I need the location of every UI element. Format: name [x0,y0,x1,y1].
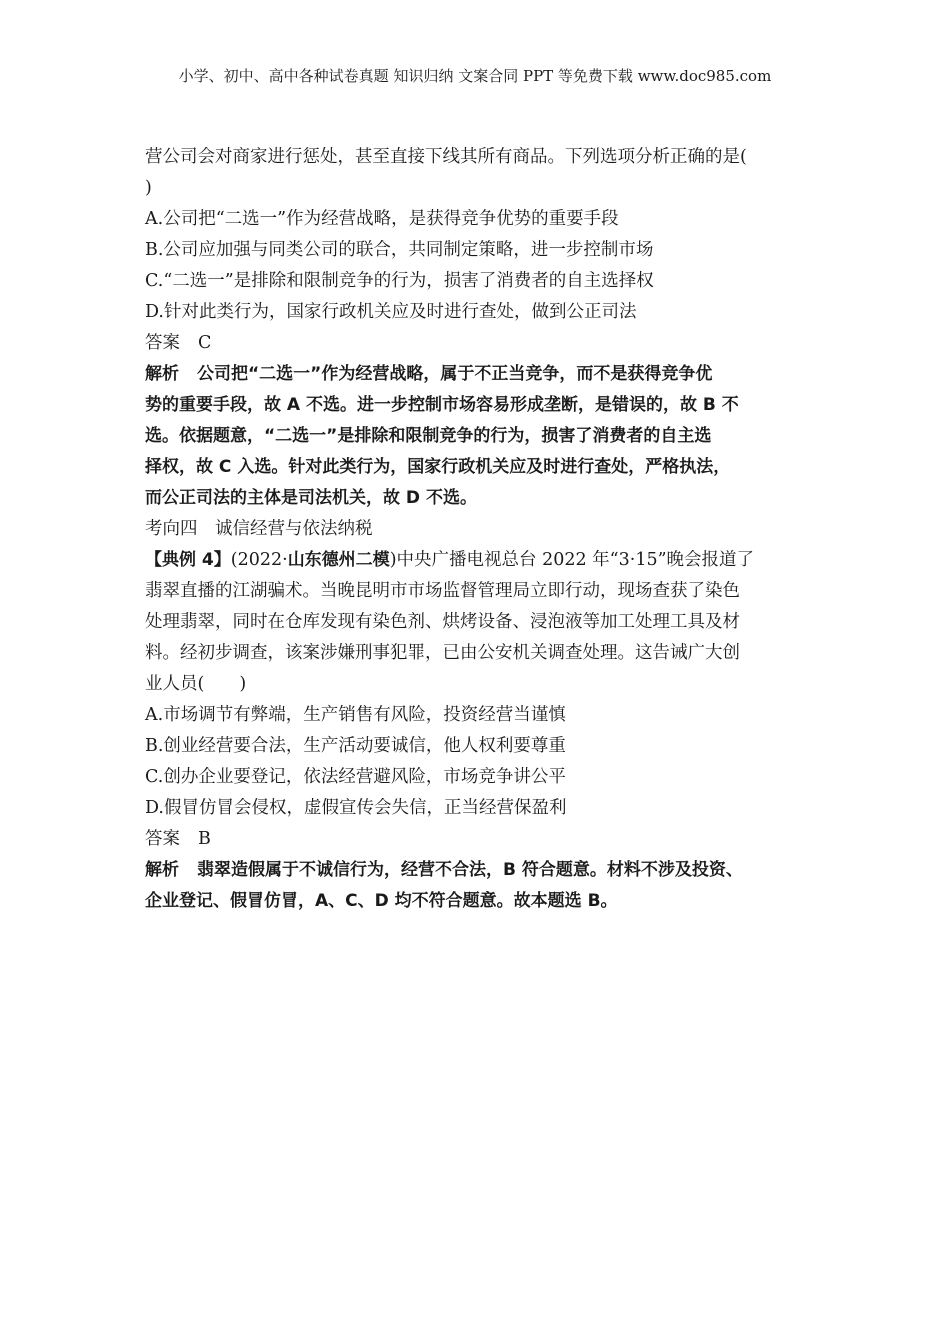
answer-line [145,824,815,855]
example-stem-line-2: 翡翠直播的江湖骗术。当晚昆明市市场监督管理局立即行动，现场查获了染色 [145,581,740,601]
example-stem-line-3: 处理翡翠，同时在仓库发现有染色剂、烘烤设备、浸泡液等加工处理工具及材 [145,612,740,632]
analysis-label: 解析 [145,860,179,880]
page-header: 小学、初中、高中各种试卷真题 知识归纳 文案合同 PPT 等免费下载 www.doc985.com [178,67,772,85]
analysis-line-5: 而公正司法的主体是司法机关，故 D 不选。 [145,488,477,508]
analysis-line-4: 择权，故 C 入选。针对此类行为，国家行政机关应及时进行查处，严格执法， [145,457,731,477]
option-a: A.公司把“二选一”作为经营战略，是获得竞争优势的重要手段 [145,209,619,229]
analysis-line-2: 企业登记、假冒仿冒，A、C、D 均不符合题意。故本题选 B。 [145,891,618,911]
option-d: D.针对此类行为，国家行政机关应及时进行查处，做到公正司法 [145,302,637,322]
example-stem-line-5: 业人员( ) [145,674,247,694]
answer-value: C [198,333,212,353]
example-stem-line-1 [145,545,815,576]
example-stem-line-4: 料。经初步调查，该案涉嫌刑事犯罪，已由公安机关调查处理。这告诫广大创 [145,643,740,663]
analysis-line-1 [145,855,815,886]
analysis-line-2: 势的重要手段，故 A 不选。进一步控制市场容易形成垄断，是错误的，故 B 不 [145,395,739,415]
analysis-line-1 [145,359,815,390]
analysis-text: 公司把“二选一”作为经营战略，属于不正当竞争，而不是获得竞争优 [197,364,713,384]
source-open: (2022· [230,550,288,570]
question-stem-close: ) [145,178,152,198]
answer-line [145,328,815,359]
answer-value: B [198,829,211,849]
option-c: C.“二选一”是排除和限制竞争的行为，损害了消费者的自主选择权 [145,271,654,291]
example-label: 【典例 4】 [145,550,231,570]
option-b: B.创业经营要合法，生产活动要诚信，他人权利要尊重 [145,736,566,756]
analysis-line-3: 选。依据题意，“二选一”是排除和限制竞争的行为，损害了消费者的自主选 [145,426,712,446]
section-title: 考向四 诚信经营与依法纳税 [145,519,373,539]
analysis-text: 翡翠造假属于不诚信行为，经营不合法，B 符合题意。材料不涉及投资、 [197,860,743,880]
answer-label: 答案 [145,333,180,353]
option-d: D.假冒仿冒会侵权，虚假宣传会失信，正当经营保盈利 [145,798,567,818]
option-a: A.市场调节有弊端，生产销售有风险，投资经营当谨慎 [145,705,566,725]
option-c: C.创办企业要登记，依法经营避风险，市场竞争讲公平 [145,767,566,787]
answer-label: 答案 [145,829,180,849]
question-stem-end: 营公司会对商家进行惩处，甚至直接下线其所有商品。下列选项分析正确的是( [145,147,747,167]
option-b: B.公司应加强与同类公司的联合，共同制定策略，进一步控制市场 [145,240,654,260]
document-body [145,142,815,917]
source-name: 山东德州二模 [287,550,390,570]
stem-text: )中央广播电视总台 2022 年“3·15”晚会报道了 [389,550,755,570]
analysis-label: 解析 [145,364,179,384]
